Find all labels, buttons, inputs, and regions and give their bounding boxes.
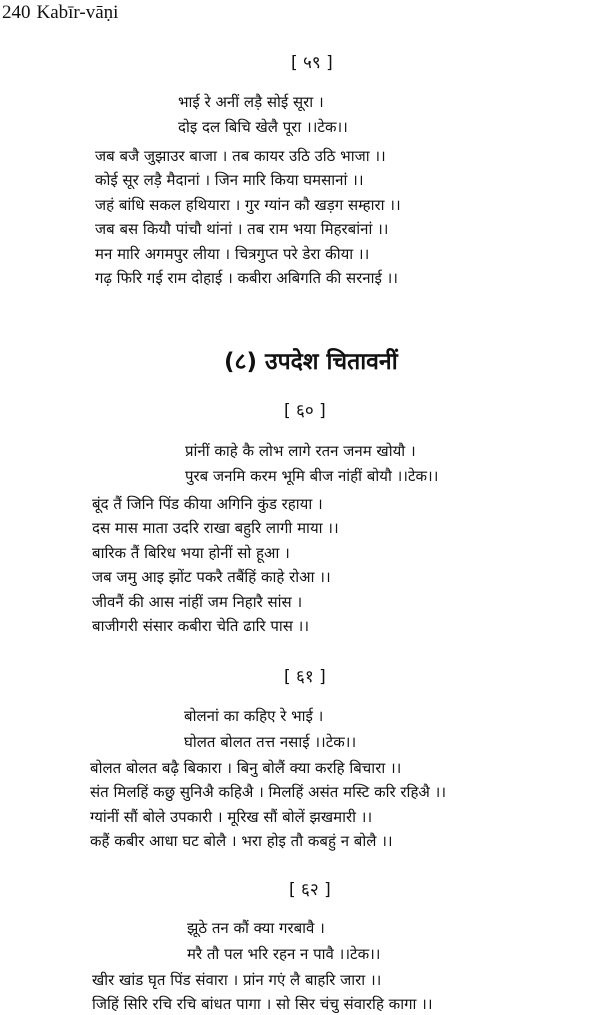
verse-line: जिहिं सिरि रचि रचि बांधत पागा । सो सिर चंचु संवारहि कागा ।। (92, 995, 433, 1013)
verse-line: खीर खांड घृत पिंड संवारा । प्रांन गएं लै बाहरि जारा ।। (92, 971, 382, 989)
verse-line: जहं बांधि सकल हथियारा । गुर ग्यांन कौ खड़ग सम्हारा ।। (95, 196, 401, 214)
verse-line: घोलत बोलत तत्त नसाई ।।टेक।। (184, 733, 357, 751)
verse-line: जब बस कियौ पांचौ थांनां । तब राम भया मिहरबांनां ।। (95, 220, 389, 238)
book-title: Kabīr-vāṇi (36, 2, 119, 23)
verse-line: झूठे तन कौं क्या गरबावै । (187, 919, 325, 937)
verse-line: मरै तौ पल भरि रहन न पावै ।।टेक।। (187, 945, 381, 963)
verse-line: बूंद तैं जिनि पिंड कीया अगिनि कुंड रहाया । (92, 495, 323, 513)
verse-line: संत मिलहिं कछु सुनिअै कहिअै । मिलहिं असंत मस्टि करि रहिअै ।। (90, 783, 447, 801)
running-head (2, 2, 118, 24)
poem-number: [ ६० ] (284, 401, 326, 421)
verse-line: बाजीगरी संसार कबीरा चेति ढारि पास ।। (92, 617, 310, 635)
verse-line: जब जमु आइ झोंट पकरै तबैंहिं काहे रोआ ।। (92, 568, 331, 586)
poem-number: [ ५९ ] (291, 53, 333, 73)
poem-number: [ ६२ ] (289, 880, 331, 900)
verse-line: बोलत बोलत बढ़ै बिकारा । बिनु बोलैं क्या करहि बिचारा ।। (90, 759, 402, 777)
verse-line: बोलनां का कहिए रे भाई । (184, 707, 324, 725)
verse-line: जीवनैं की आस नांहीं जम निहारै सांस । (92, 593, 303, 611)
verse-line: भाई रे अनीं लड़ै सोई सूरा । (178, 93, 324, 111)
verse-line: ग्यांनीं सौं बोले उपकारी । मूरिख सौं बोलें झखमारी ।। (90, 808, 373, 826)
section-heading: (८) उपदेश चितावनीं (224, 349, 398, 375)
verse-line: दस मास माता उदरि राखा बहुरि लागी माया ।। (92, 519, 339, 537)
verse-line: कहैं कबीर आधा घट बोलै । भरा होइ तौ कबहुं न बोलै ।। (90, 832, 393, 850)
verse-line: कोई सूर लड़ै मैदानां । जिन मारि किया घमसानां ।। (95, 171, 364, 189)
verse-line: जब बजै जुझाउर बाजा । तब कायर उठि उठि भाजा ।। (95, 147, 386, 165)
verse-line: गढ़ फिरि गई राम दोहाई । कबीरा अबिगति की सरनाई ।। (95, 269, 398, 287)
verse-line: बारिक तैं बिरिध भया होनीं सो हूआ । (92, 544, 290, 562)
verse-line: मन मारि अगमपुर लीया । चित्रगुप्त परे डेरा कीया ।। (95, 245, 370, 263)
verse-line: पुरब जनमि करम भूमि बीज नांहीं बोयौ ।।टेक।। (185, 467, 439, 485)
poem-number: [ ६१ ] (284, 667, 326, 687)
page-number: 240 (2, 2, 31, 23)
verse-line: दोइ दल बिचि खेलै पूरा ।।टेक।। (178, 118, 348, 136)
verse-line: प्रांनीं काहे कै लोभ लागे रतन जनम खोयौ । (185, 442, 416, 460)
